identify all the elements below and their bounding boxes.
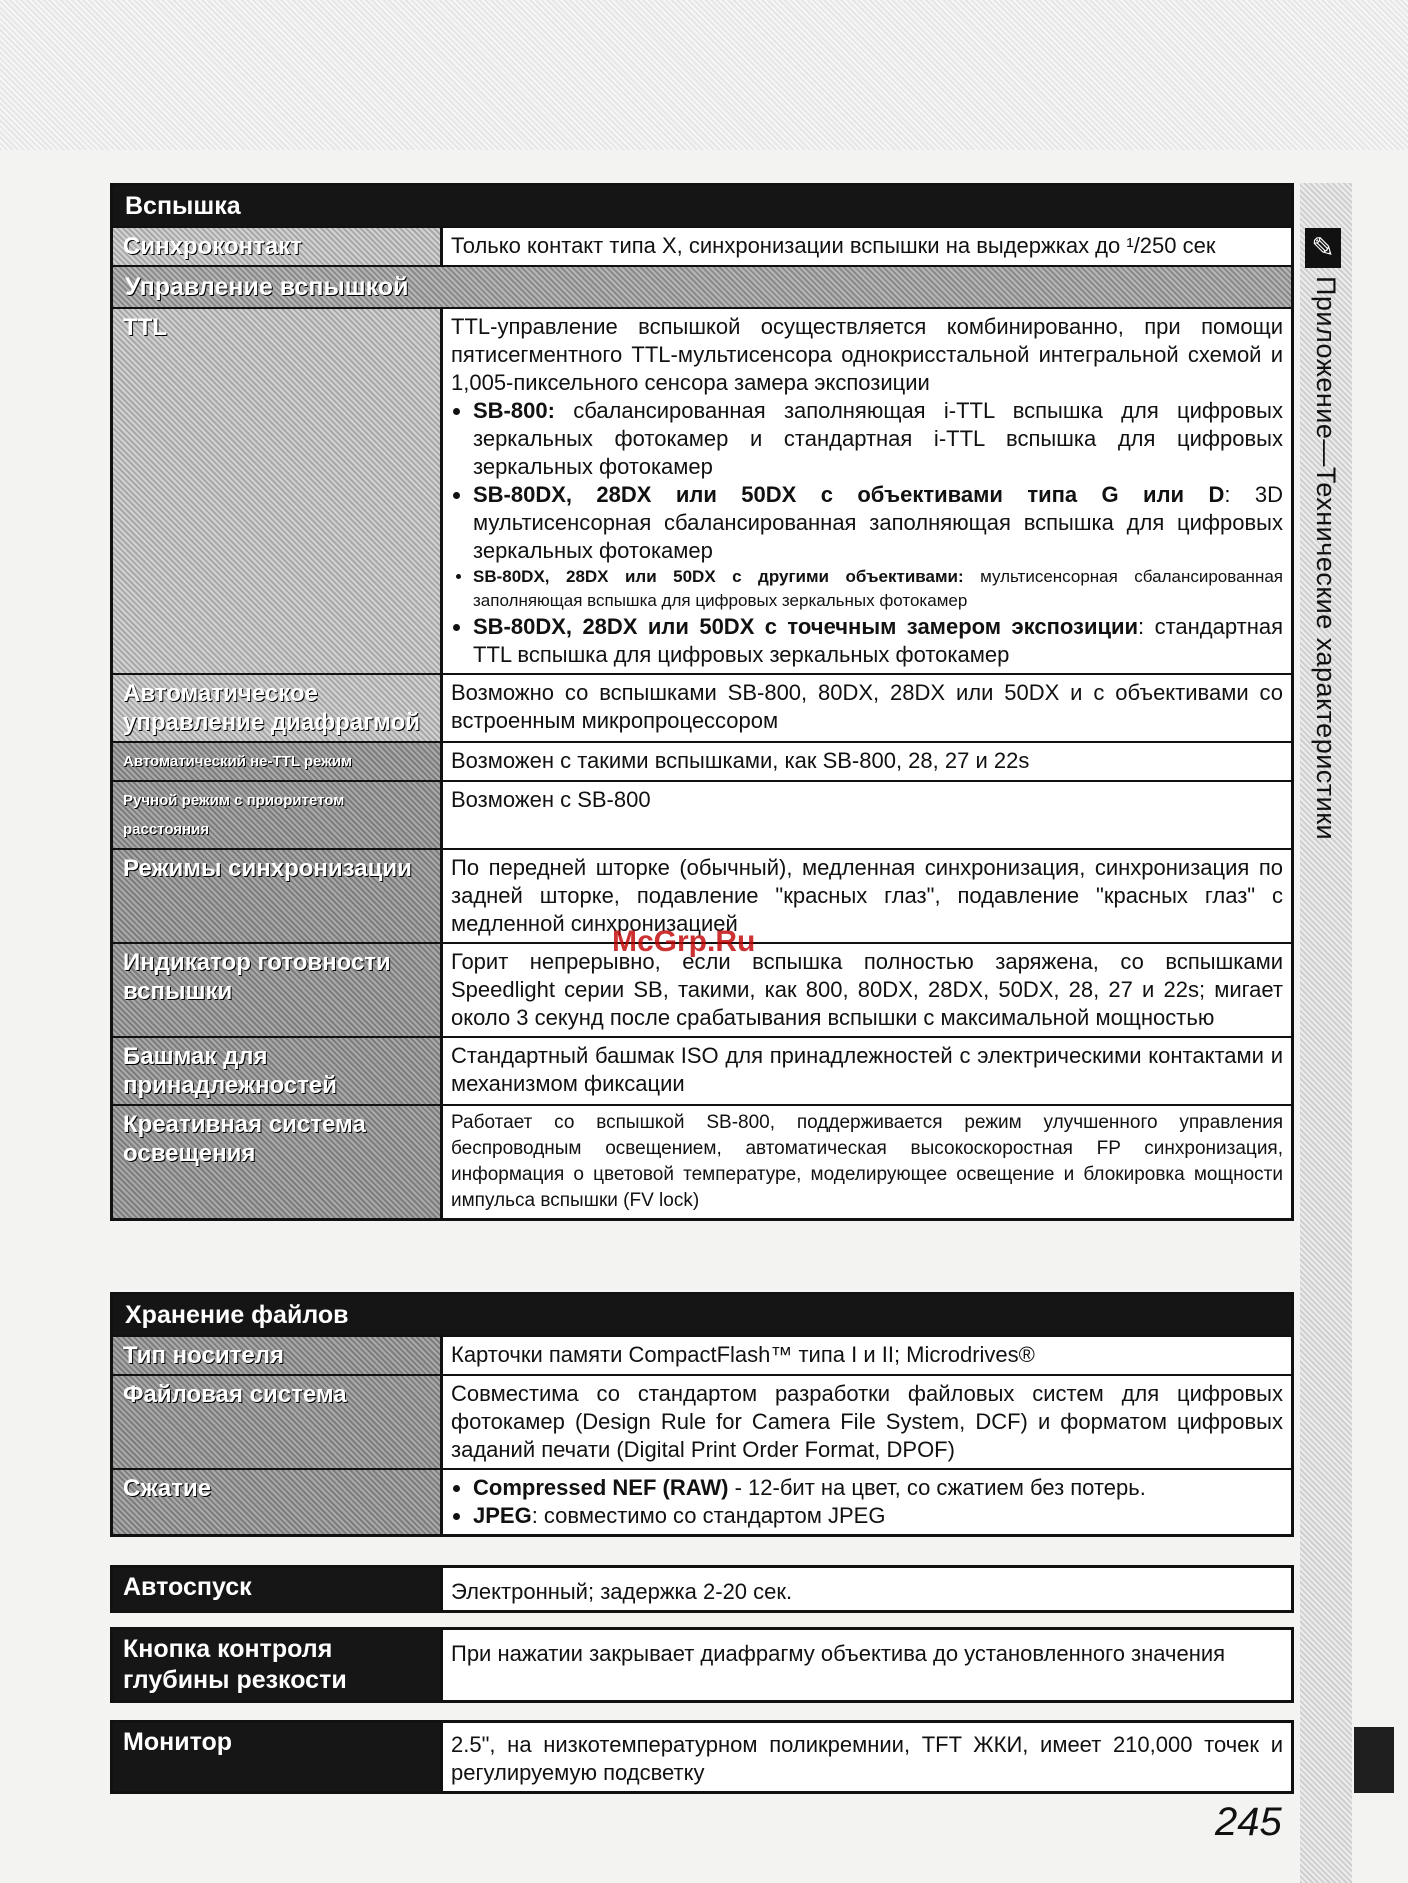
list-item: • SB-80DX, 28DX или 50DX с другими объективами: мультисенсорная сбалансированная заполняющая вспышка для цифровых зеркальных фотокамер — [473, 565, 1283, 613]
table-row — [113, 780, 1291, 848]
self-timer-row — [110, 1565, 1294, 1613]
distance-priority-value: Возможен с SB-800 — [451, 787, 651, 812]
creative-lighting-label: Креативная система освещения — [113, 1106, 443, 1218]
ready-indicator-label: Индикатор готовности вспышки — [113, 944, 443, 1036]
auto-non-ttl-label: Автоматический не-TTL режим — [113, 743, 443, 780]
sync-modes-label: Режимы синхронизации — [113, 850, 443, 942]
table-row — [113, 1036, 1291, 1104]
flash-section-title: Вспышка — [113, 186, 1291, 226]
ttl-label: TTL — [113, 309, 443, 673]
table-row — [113, 1374, 1291, 1468]
list-item: • Compressed NEF (RAW) - 12-бит на цвет, со сжатием без потерь. — [473, 1474, 1283, 1502]
self-timer-value: Электронный; задержка 2-20 сек. — [451, 1579, 793, 1604]
accessory-shoe-label: Башмак для принадлежностей — [113, 1038, 443, 1104]
ttl-value — [443, 309, 1291, 673]
ttl-bullet-list — [451, 397, 1283, 669]
table-row — [113, 1104, 1291, 1218]
list-item: • SB-800: сбалансированная заполняющая i-TTL вспышка для цифровых зеркальных фотокамер и стандартная i-TTL вспышка для цифровых зеркальных фотокамер — [473, 397, 1283, 481]
monitor-row — [110, 1720, 1294, 1794]
media-value: Карточки памяти CompactFlash™ типа I и II; Microdrives® — [451, 1342, 1035, 1367]
sync-contact-value: Только контакт типа X, синхронизации вспышки на выдержках до ¹/250 сек — [451, 233, 1216, 258]
table-row — [113, 673, 1291, 741]
file-system-label: Файловая система — [113, 1376, 443, 1468]
table-row — [113, 307, 1291, 673]
distance-priority-label: Ручной режим с приоритетом расстояния — [113, 782, 443, 848]
auto-aperture-label: Автоматическое управление диафрагмой — [113, 675, 443, 741]
table-row — [113, 1468, 1291, 1534]
compression-list — [451, 1474, 1283, 1530]
ready-indicator-value: Горит непрерывно, если вспышка полностью заряжена, со вспышками Speedlight серии SB, такими, как 800, 80DX, 28DX, 50DX, 28, 27 и 22s; мигает около 3 секунд после срабатывания вспышки с максимальной мощностью — [451, 949, 1283, 1030]
storage-section-title: Хранение файлов — [113, 1295, 1291, 1335]
thumb-index-mark — [1354, 1727, 1394, 1793]
table-row — [113, 1335, 1291, 1374]
sync-modes-value: По передней шторке (обычный), медленная синхронизация, синхронизация по задней шторке, подавление "красных глаз", подавление "красных глаз" с медленной синхронизацией — [451, 855, 1283, 936]
accessory-shoe-value: Стандартный башмак ISO для принадлежностей с электрическими контактами и механизмом фиксации — [451, 1043, 1283, 1096]
flash-spec-table — [110, 183, 1294, 1221]
list-item: • JPEG: совместимо со стандартом JPEG — [473, 1502, 1283, 1530]
table-row — [113, 741, 1291, 780]
storage-spec-table — [110, 1292, 1294, 1537]
watermark: McGrp.Ru — [612, 925, 756, 958]
dof-preview-row — [110, 1627, 1294, 1703]
ttl-intro: TTL-управление вспышкой осуществляется комбинированно, при помощи пятисегментного TTL-мультисенсора однокрисстальной интегральной схемой и 1,005-пиксельного сенсора замера экспозиции — [451, 314, 1283, 395]
side-tab-title: Приложение—Технические характеристики — [1311, 276, 1341, 841]
monitor-value: 2.5", на низкотемпературном поликремнии, TFT ЖКИ, имеет 210,000 точек и регулируемую подсветку — [451, 1732, 1283, 1785]
dof-preview-label: Кнопка контроля глубины резкости — [113, 1630, 443, 1700]
sync-contact-label: Синхроконтакт — [113, 228, 443, 265]
file-system-value: Совместима со стандартом разработки файловых систем для цифровых фотокамер (Design Rule for Camera File System, DCF) и форматом цифровых заданий печати (Digital Print Order Format, DPOF) — [451, 1381, 1283, 1462]
auto-non-ttl-value: Возможен с такими вспышками, как SB-800, 28, 27 и 22s — [451, 748, 1030, 773]
table-row — [113, 226, 1291, 265]
compression-label: Сжатие — [113, 1470, 443, 1534]
media-label: Тип носителя — [113, 1337, 443, 1374]
page-number: 245 — [1215, 1800, 1282, 1844]
list-item: • SB-80DX, 28DX или 50DX с точечным замером экспозиции: стандартная TTL вспышка для цифровых зеркальных фотокамер — [473, 613, 1283, 669]
flash-control-title: Управление вспышкой — [113, 265, 1291, 307]
compression-value — [443, 1470, 1291, 1534]
note-pencil-icon: ✎ — [1305, 228, 1341, 268]
creative-lighting-value: Работает со вспышкой SB-800, поддерживается режим улучшенного управления беспроводным освещением, автоматическая высокоскоростная FP синхронизация, информация о цветовой температуре, моделирующее освещение и блокировка мощности импульса вспышки (FV lock) — [451, 1112, 1283, 1211]
self-timer-label: Автоспуск — [113, 1568, 443, 1610]
auto-aperture-value: Возможно со вспышками SB-800, 80DX, 28DX или 50DX и с объективами со встроенным микропроцессором — [451, 680, 1283, 733]
monitor-label: Монитор — [113, 1723, 443, 1791]
scan-noise-band — [0, 0, 1408, 150]
dof-preview-value: При нажатии закрывает диафрагму объектива до установленного значения — [451, 1641, 1226, 1666]
list-item: • SB-80DX, 28DX или 50DX с объективами типа G или D: 3D мультисенсорная сбалансированная заполняющая вспышка для цифровых зеркальных фотокамер — [473, 481, 1283, 565]
